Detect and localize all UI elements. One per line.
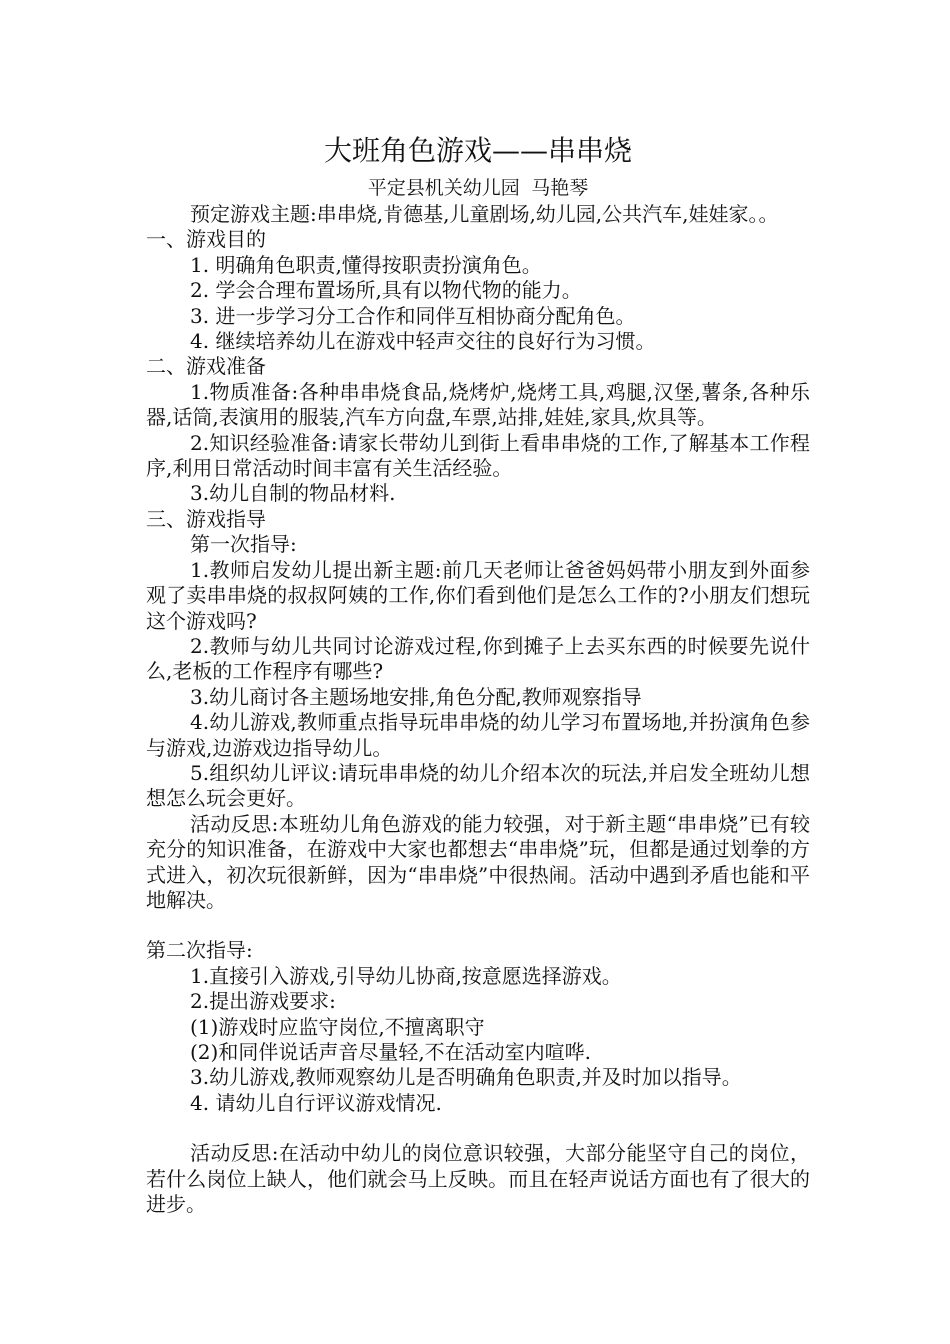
first-guidance-heading: 第一次指导: [190, 532, 297, 557]
guidance-paragraph: 5.组织幼儿评议:请玩串串烧的幼儿介绍本次的玩法,并启发全班幼儿想想怎么玩会更好。 [146, 760, 810, 811]
section-heading-goals: 一、游戏目的 [146, 227, 266, 252]
preparation-paragraph: 1.物质准备:各种串串烧食品,烧烤炉,烧烤工具,鸡腿,汉堡,薯条,各种乐器,话筒,表演用的服装,汽车方向盘,车票,站排,娃娃,家具,炊具等。 [146, 379, 810, 430]
second-reflection-paragraph: 活动反思:在活动中幼儿的岗位意识较强，大部分能坚守自己的岗位，若什么岗位上缺人，他们就会马上反映。而且在轻声说话方面也有了很大的进步。 [146, 1141, 810, 1217]
guidance-item: 1.直接引入游戏,引导幼儿协商,按意愿选择游戏。 [190, 963, 622, 988]
guidance-item: (2)和同伴说话声音尽量轻,不在活动室内喧哗. [190, 1040, 592, 1064]
guidance-paragraph: 1.教师启发幼儿提出新主题:前几天老师让爸爸妈妈带小朋友到外面参观了卖串串烧的叔叔阿姨的工作,你们看到他们是怎么工作的?小朋友们想玩这个游戏吗? [146, 557, 810, 633]
goal-item: 2. 学会合理布置场所,具有以物代物的能力。 [190, 278, 582, 303]
first-reflection-paragraph: 活动反思:本班幼儿角色游戏的能力较强，对于新主题“串串烧”已有较充分的知识准备，在游戏中大家也都想去“串串烧”玩，但都是通过划拳的方式进入，初次玩很新鲜，因为“串串烧”中很热闹。活动中遇到矛盾也能和平地解决。 [146, 811, 810, 912]
guidance-item: 3.幼儿游戏,教师观察幼儿是否明确角色职责,并及时加以指导。 [190, 1065, 742, 1090]
blank-line [146, 913, 810, 938]
preparation-paragraph: 2.知识经验准备:请家长带幼儿到街上看串串烧的工作,了解基本工作程序,利用日常活动时间丰富有关生活经验。 [146, 430, 810, 481]
second-guidance-heading: 第二次指导: [146, 938, 253, 963]
section-heading-preparation: 二、游戏准备 [146, 354, 266, 379]
section-heading-guidance: 三、游戏指导 [146, 506, 266, 531]
guidance-paragraph: 4.幼儿游戏,教师重点指导玩串串烧的幼儿学习布置场地,并扮演角色参与游戏,边游戏边指导幼儿。 [146, 710, 810, 760]
document-title: 大班角色游戏——串串烧 [323, 134, 632, 167]
goal-item: 3. 进一步学习分工合作和同伴互相协商分配角色。 [190, 303, 636, 328]
guidance-item: (1)游戏时应监守岗位,不擅离职守 [190, 1014, 485, 1039]
goal-item: 4. 继续培养幼儿在游戏中轻声交往的良好行为习惯。 [190, 329, 656, 354]
document-body [146, 128, 810, 1217]
guidance-item: 4. 请幼儿自行评议游戏情况. [190, 1090, 442, 1115]
blank-line [146, 1116, 810, 1141]
guidance-item: 2.提出游戏要求: [190, 989, 336, 1014]
preparation-paragraph: 3.幼儿自制的物品材料. [190, 481, 396, 506]
goal-item: 1. 明确角色职责,懂得按职责扮演角色。 [190, 252, 542, 277]
author-line: 平定县机关幼儿园 马艳琴 [367, 177, 589, 199]
guidance-paragraph: 2.教师与幼儿共同讨论游戏过程,你到摊子上去买东西的时候要先说什么,老板的工作程序有哪些? [146, 633, 810, 684]
theme-paragraph: 预定游戏主题:串串烧,肯德基,儿童剧场,幼儿园,公共汽车,娃娃家。。 [190, 202, 779, 226]
guidance-paragraph: 3.幼儿商讨各主题场地安排,角色分配,教师观察指导 [190, 684, 642, 709]
